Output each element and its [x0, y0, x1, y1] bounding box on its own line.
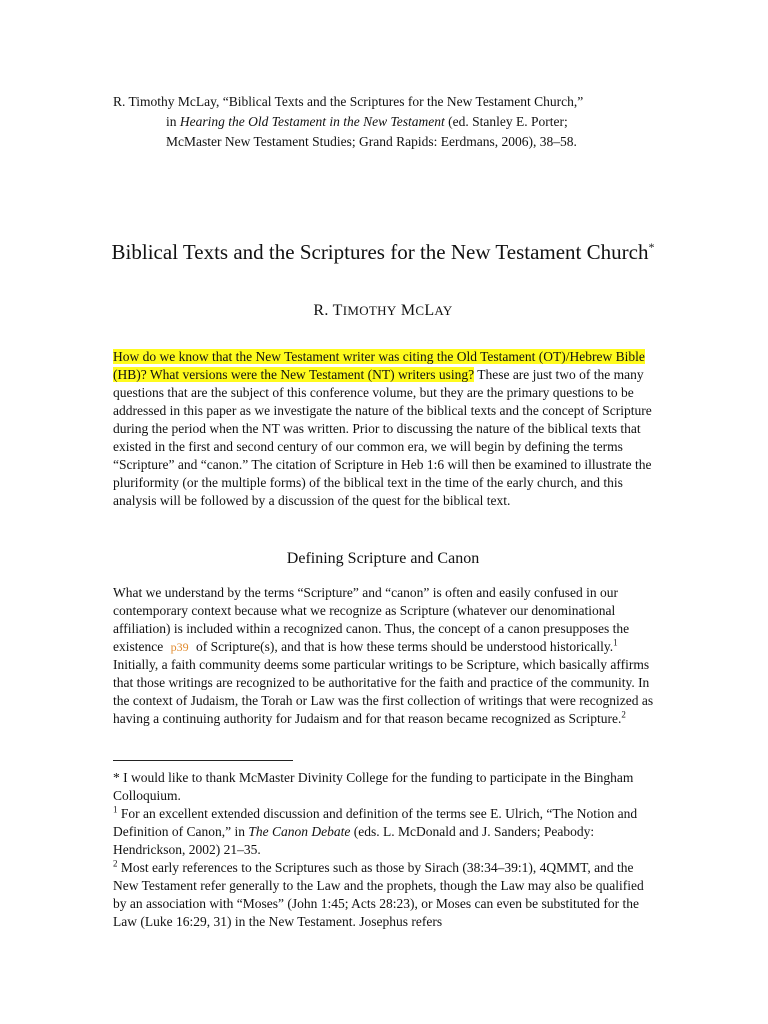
section-text-3: Initially, a faith community deems some particular writings to be Scripture, which basically affirms that those writings are recognized to be authoritative for the faith and practice of the community. In the context of Judaism, the Torah or Law was the first collection of writings that were recognized as having a continuing authority for Judaism and for that reason became recognized as Scripture.: [113, 657, 654, 726]
footnote-ref-2[interactable]: 2: [621, 709, 626, 720]
section-paragraph: [113, 584, 657, 728]
footnote-divider: [113, 760, 293, 761]
citation-line-2: [113, 112, 673, 132]
intro-paragraph: [113, 348, 657, 510]
author-part: IMOTHY: [342, 303, 397, 318]
footnote-1-mark: 1: [113, 804, 118, 815]
footnote-1: [113, 805, 657, 859]
footnote-1-book: The Canon Debate: [248, 824, 351, 839]
author-part: L: [424, 302, 435, 319]
article-title: [100, 238, 666, 266]
citation-editor: (ed. Stanley E. Porter;: [444, 114, 568, 129]
author-part: R. T: [313, 302, 343, 319]
author-part: M: [396, 302, 416, 319]
author-part: C: [415, 303, 425, 318]
footnote-1-pub: (eds. L. McDonald and J. Sanders; Peabody: Hendrickson, 2002) 21–35.: [113, 824, 595, 857]
author-part: AY: [434, 303, 453, 318]
author-name: [100, 302, 666, 320]
section-heading: Defining Scripture and Canon: [286, 550, 480, 567]
citation-line-3: McMaster New Testament Studies; Grand Rapids: Eerdmans, 2006), 38–58.: [166, 134, 577, 149]
highlighted-text: How do we know that the New Testament writer was citing the Old Testament (OT)/Hebrew Bible (HB)? What versions were the New Testament (NT) writers using?: [113, 349, 645, 382]
footnote-star: * I would like to thank McMaster Divinity College for the funding to participate in the Bingham Colloquium.: [113, 770, 634, 803]
footnote-2: [113, 859, 657, 931]
section-text-1: What we understand by the terms “Scripture” and “canon” is often and easily confused in our contemporary context because what we recognize as Scripture (whatever our denominational affiliation) is included within a recognized canon. Thus, the concept of a canon presupposes the existence: [113, 585, 630, 654]
book-title: Hearing the Old Testament in the New Testament: [179, 114, 445, 129]
footnote-ref-1[interactable]: 1: [613, 637, 618, 648]
title-footnote-marker[interactable]: *: [648, 240, 655, 254]
footnote-2-text: Most early references to the Scriptures such as those by Sirach (38:34–39:1), 4QMMT, and the New Testament refer generally to the Law and the prophets, though the Law may also be qualified by an association with “Moses” (John 1:45; Acts 28:23), or Moses can even be substituted for the Law (Luke 16:29, 31) in the New Testament. Josephus refers: [113, 860, 644, 929]
footnotes: [113, 769, 657, 931]
footnote-1-text: For an excellent extended discussion and definition of the terms see E. Ulrich, “The Notion and Definition of Canon,” in: [113, 806, 638, 839]
page-marker-link[interactable]: p39: [170, 640, 189, 654]
citation-line-1: R. Timothy McLay, “Biblical Texts and the Scriptures for the New Testament Church,”: [113, 94, 584, 109]
footnote-2-mark: 2: [113, 858, 118, 869]
section-text-2: of Scripture(s), and that is how these terms should be understood historically.: [195, 639, 614, 654]
intro-text: These are just two of the many questions that are the subject of this conference volume, but they are the primary questions to be addressed in this paper as we investigate the nature of the biblical texts and the concept of Scripture during the period when the NT was written. Prior to discussing the nature of the biblical texts that existed in the first and second century of our common era, we will begin by defining the terms “Scripture” and “canon.” The citation of Scripture in Heb 1:6 will then be examined to illustrate the pluriformity (or the multiple forms) of the biblical text in the time of the early church, and this analysis will be followed by a discussion of the quest for the biblical text.: [113, 367, 652, 508]
article-title-text: Biblical Texts and the Scriptures for the New Testament Church: [111, 240, 649, 264]
bibliographic-citation: [113, 92, 673, 152]
citation-in: in: [166, 114, 180, 129]
